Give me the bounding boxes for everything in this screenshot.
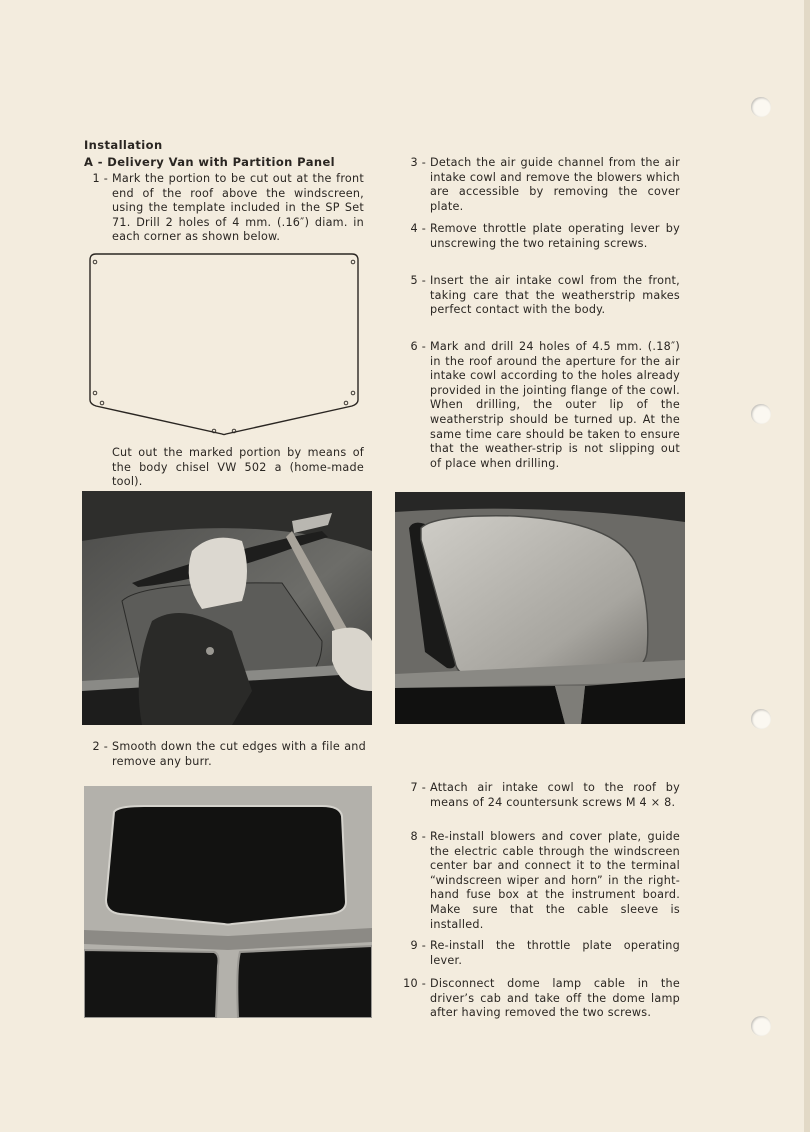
step-number: 3 - bbox=[410, 156, 426, 169]
step-1 bbox=[72, 172, 364, 248]
step-number: 9 - bbox=[410, 939, 426, 952]
step-number: 2 - bbox=[92, 740, 108, 753]
step-number: 1 - bbox=[92, 172, 108, 185]
step-2 bbox=[72, 740, 366, 772]
template-outline-diagram bbox=[86, 252, 362, 438]
step-number: 5 - bbox=[410, 274, 426, 287]
step-text: Mark the portion to be cut out at the front end of the roof above the windscreen, using the template included in the SP Set 71. Drill 2 holes of 4 mm. (.16″) diam. in each corner as shown below. bbox=[112, 172, 364, 244]
step-10 bbox=[390, 977, 680, 1023]
step-4 bbox=[390, 222, 680, 254]
step-text: Insert the air intake cowl from the front, taking care that the weatherstrip makes perfect contact with the body. bbox=[430, 274, 680, 317]
step-text: Smooth down the cut edges with a file and remove any burr. bbox=[112, 740, 366, 768]
punch-hole bbox=[751, 404, 771, 424]
page-edge bbox=[804, 0, 810, 1132]
step-number: 7 - bbox=[410, 781, 426, 794]
step-9 bbox=[390, 939, 680, 967]
step-number: 10 - bbox=[403, 977, 426, 990]
step-number: 8 - bbox=[410, 830, 426, 843]
punch-hole bbox=[751, 1016, 771, 1036]
cutout-note: Cut out the marked portion by means of the body chisel VW 502 a (home-made tool). bbox=[112, 446, 364, 489]
step-text: Disconnect dome lamp cable in the driver’s cab and take off the dome lamp after having removed the two screws. bbox=[430, 977, 680, 1020]
step-7 bbox=[390, 781, 680, 813]
step-text: Re-install the throttle plate operating lever. bbox=[430, 939, 680, 967]
step-6 bbox=[390, 340, 680, 470]
step-text: Re-install blowers and cover plate, guide the electric cable through the windscreen center bar and connect it to the terminal “windscreen wiper and horn” in the right-hand fuse box at the instrument board. Make sure that the cable sleeve is installed. bbox=[430, 830, 680, 931]
step-number: 6 - bbox=[410, 340, 426, 353]
step-text: Detach the air guide channel from the air intake cowl and remove the blowers which are accessible by removing the cover plate. bbox=[430, 156, 680, 213]
step-number: 4 - bbox=[410, 222, 426, 235]
subsection-title: A - Delivery Van with Partition Panel bbox=[84, 155, 335, 169]
punch-hole bbox=[751, 97, 771, 117]
section-title: Installation bbox=[84, 138, 163, 152]
step-text: Mark and drill 24 holes of 4.5 mm. (.18″) in the roof around the aperture for the air intake cowl according to the holes already provided in the jointing flange of the cowl. When drilling, the outer lip of the weatherstrip should be turned up. At the same time care should be taken to ensure that the weather-strip is not slipping out of place when drilling. bbox=[430, 340, 680, 470]
step-3 bbox=[390, 156, 680, 213]
air-intake-cowl-installed-photo bbox=[395, 492, 685, 724]
chisel-cutting-roof-photo bbox=[82, 491, 372, 725]
step-text: Remove throttle plate operating lever by unscrewing the two retaining screws. bbox=[430, 222, 680, 250]
punch-hole bbox=[751, 709, 771, 729]
roof-aperture-photo bbox=[84, 786, 372, 1018]
step-8 bbox=[390, 830, 680, 931]
step-text: Attach air intake cowl to the roof by means of 24 countersunk screws M 4 × 8. bbox=[430, 781, 680, 809]
step-5 bbox=[390, 274, 680, 320]
